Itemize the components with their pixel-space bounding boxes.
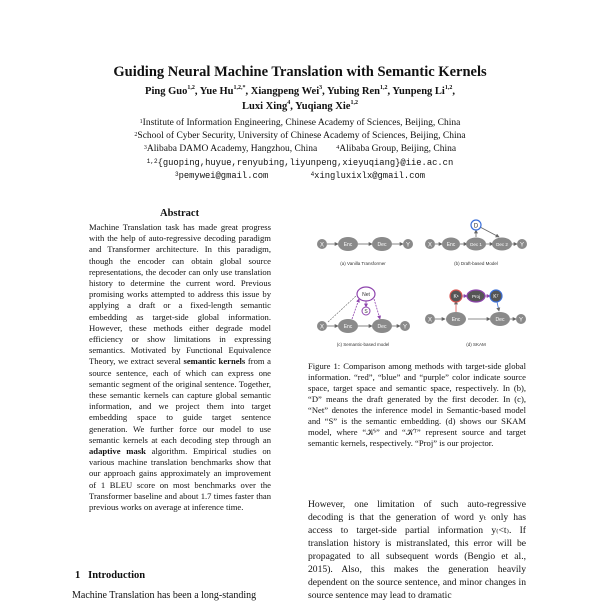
svg-text:Kᵀ: Kᵀ: [493, 294, 499, 300]
svg-text:X: X: [427, 317, 433, 324]
figure-caption: Figure 1: Comparison among methods with target-side global information. “red”, “blue” and “purple” color indicate source space, target space and semantic space, respectively. In (b), “D” means the draft generated by the first decoder. In (c), “Net” denotes the inference model in Semantic-based model and “S” is the semantic embedding. (d) shows our SKAM model, where “𝒦ˢ” and “𝒦ᵀ” represent source and target semantic kernels, respectively. “Proj” is our projector.: [308, 361, 526, 448]
panel-d-skam: [425, 290, 526, 347]
svg-text:X: X: [427, 242, 433, 249]
affiliation-3-4: $^3$Alibaba DAMO Academy, Hangzhou, China $^4$Alibaba Group, Beijing, China: [143, 144, 457, 154]
author: Luxi Xing$^4$: [242, 100, 291, 112]
figure-1-diagram: [308, 208, 530, 358]
panel-d-label: (d) SKAM: [466, 342, 486, 347]
svg-text:S: S: [364, 309, 368, 315]
svg-text:Y: Y: [402, 324, 408, 331]
svg-text:Net: Net: [362, 292, 370, 298]
email-secondary: $^3$pemywei@gmail.com $^4$xingluxixlx@gmail.com: [174, 171, 426, 181]
abstract-body: Machine Translation task has made great progress with the help of auto-regressive decoding paradigm and Transformer architecture. In this paradigm, though the encoder can obtain global source representations, the decoder can only use translation history to determine the current word. Previous promising works attempted to address this issue by applying a draft or a fixed-length semantic embedding as target-side global information. However, these methods either degrade model efficiency or show limitations in expressing semantics. Motivated by Functional Equivalence Theory, we extract several semantic kernels from a source sentence, each of which can express one semantic segment of the original sentence. Together, these semantic kernels can capture global semantic information, and we project them into target embedding space to guide target sentence generation. We further force our model to use semantic kernels at each decoding step through an adaptive mask algorithm. Empirical studies on various machine translation benchmarks show that our approach gains approximately an improvement of 1 BLEU score on most benchmarks over the Transformer baseline and about 1.7 times faster than previous works on average at inference time.: [89, 222, 271, 513]
author: Yue $Hu^{1,2,*}$: [199, 85, 246, 97]
panel-c-label: (c) Semantic-based model: [336, 342, 390, 347]
author: Ping Guo$^{1,2}$: [145, 85, 195, 97]
affiliation-1: $^1$Institute of Information Engineering, Chinese Academy of Sciences, Beijing, China: [139, 118, 461, 128]
svg-text:Dec: Dec: [377, 324, 387, 330]
svg-text:Enc: Enc: [343, 324, 353, 330]
svg-text:Kˢ: Kˢ: [453, 294, 459, 300]
svg-text:Enc: Enc: [343, 242, 353, 248]
affiliation-2: $^2$School of Cyber Security, University of Chinese Academy of Sciences, Beijing, China: [134, 131, 466, 141]
author: Yunpeng Li$^{1,2}$: [392, 85, 453, 97]
svg-text:Y: Y: [519, 242, 525, 249]
svg-text:Enc: Enc: [446, 242, 456, 248]
body-paragraph-right: However, one limitation of such auto-regressive decoding is that the generation of word yₜ only has access to target-side partial information y₍<t₎. If translation history is mistranslated, this error will be propagated to all subsequent words (Bengio et al., 2015). Also, this makes the generation heavily dependent on the source sentence, and minor changes in source sentence may lead to dramatic: [308, 499, 526, 601]
email-main: $^{1,2}${guoping,huyue,renyubing,liyunpeng,xieyuqiang}@iie.ac.cn: [146, 158, 454, 168]
abstract-heading: Abstract: [160, 208, 200, 219]
svg-text:Enc: Enc: [451, 317, 461, 323]
svg-text:Y: Y: [405, 242, 411, 249]
paper-title: Guiding Neural Machine Translation with Semantic Kernels: [113, 64, 487, 80]
panel-a-label: (a) Vanilla Transformer: [340, 261, 386, 266]
author: Yubing Ren$^{1,2}$: [327, 85, 388, 97]
panel-a-vanilla-transformer: [317, 237, 413, 266]
svg-text:Dec: Dec: [495, 317, 505, 323]
panel-c-semantic-based: [317, 287, 410, 347]
intro-first-line: Machine Translation has been a long-standing: [72, 590, 257, 601]
svg-text:X: X: [319, 242, 325, 249]
svg-text:Dec 2: Dec 2: [496, 242, 508, 247]
authors-line-1: Ping Guo$^{1,2}$, Yue $Hu^{1,2,*}$, Xiangpeng Wei$^3$, Yubing Ren$^{1,2}$, Yunpeng Li$^{1,2}$,: [145, 85, 455, 97]
section-heading-introduction: 1 Introduction: [75, 570, 146, 581]
svg-text:Dec 1: Dec 1: [470, 242, 482, 247]
svg-text:Dec: Dec: [377, 242, 387, 248]
panel-b-label: (b) Draft-based Model: [454, 261, 498, 266]
panel-b-draft-based: [425, 220, 527, 266]
svg-text:D: D: [473, 223, 479, 230]
svg-text:Y: Y: [518, 317, 524, 324]
author: Yuqiang Xie$^{1,2}$: [295, 100, 358, 112]
authors-line-2: Luxi Xing$^4$, Yuqiang Xie$^{1,2}$: [242, 100, 358, 112]
author: Xiangpeng Wei$^3$: [250, 85, 323, 97]
svg-text:Proj: Proj: [471, 294, 481, 299]
svg-text:X: X: [319, 324, 325, 331]
